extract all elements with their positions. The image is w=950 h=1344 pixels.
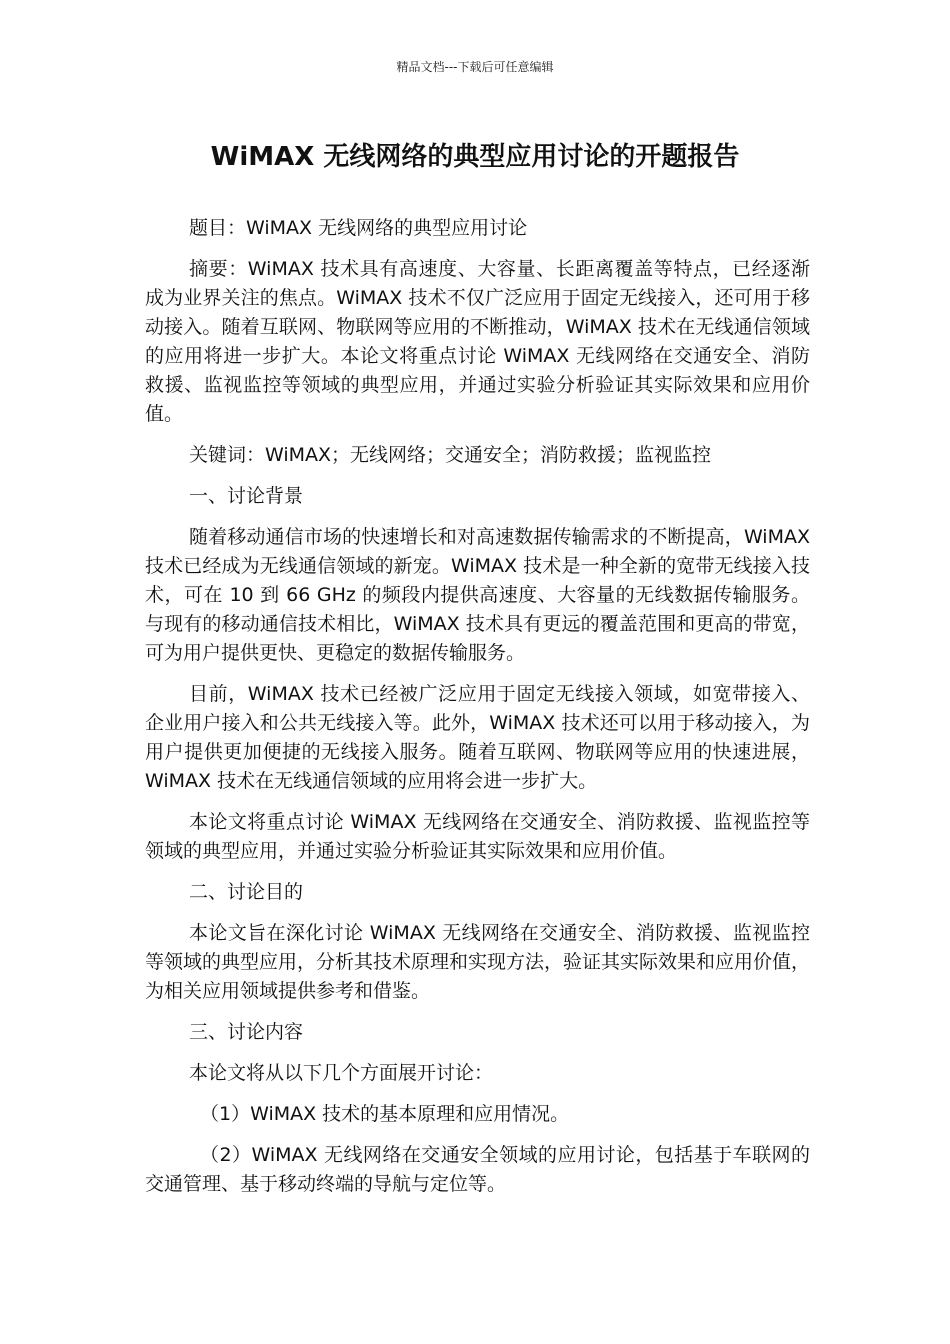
background-paragraph-2: 目前，WiMAX 技术已经被广泛应用于固定无线接入领域，如宽带接入、企业用户接入和公共无线接入等。此外，WiMAX 技术还可以用于移动接入，为用户提供更加便捷的无线接入服务。随着互联网、物联网等应用的快速进展，WiMAX 技术在无线通信领域的应用将会进一步扩大。	[145, 683, 810, 792]
content-intro-paragraph: 本论文将从以下几个方面展开讨论：	[189, 1062, 494, 1084]
page-header: 精品文档---下载后可任意编辑	[396, 60, 554, 74]
content-item-2: （2）WiMAX 无线网络在交通安全领域的应用讨论，包括基于车联网的交通管理、基于移动终端的导航与定位等。	[145, 1144, 810, 1195]
keywords-paragraph: 关键词：WiMAX；无线网络；交通安全；消防救援；监视监控	[189, 444, 712, 466]
content-item-1: （1）WiMAX 技术的基本原理和应用情况。	[200, 1103, 570, 1125]
document-body	[145, 214, 810, 1211]
section-heading-purpose: 二、讨论目的	[189, 881, 304, 903]
section-heading-content: 三、讨论内容	[189, 1021, 304, 1043]
purpose-paragraph: 本论文旨在深化讨论 WiMAX 无线网络在交通安全、消防救援、监视监控等领域的典型应用，分析其技术原理和实现方法，验证其实际效果和应用价值，为相关应用领域提供参考和借鉴。	[145, 922, 811, 1002]
background-paragraph-1: 随着移动通信市场的快速增长和对高速数据传输需求的不断提高，WiMAX 技术已经成为无线通信领域的新宠。WiMAX 技术是一种全新的宽带无线接入技术，可在 10 到 66 GHz 的频段内提供高速度、大容量的无线数据传输服务。与现有的移动通信技术相比，WiMAX 技术具有更远的覆盖范围和更高的带宽，可为用户提供更快、更稳定的数据传输服务。	[145, 526, 810, 664]
section-heading-background: 一、讨论背景	[189, 485, 304, 507]
topic-paragraph: 题目：WiMAX 无线网络的典型应用讨论	[189, 217, 528, 239]
document-title: WiMAX 无线网络的典型应用讨论的开题报告	[210, 142, 740, 172]
abstract-paragraph: 摘要：WiMAX 技术具有高速度、大容量、长距离覆盖等特点，已经逐渐成为业界关注的焦点。WiMAX 技术不仅广泛应用于固定无线接入，还可用于移动接入。随着互联网、物联网等应用的不断推动，WiMAX 技术在无线通信领域的应用将进一步扩大。本论文将重点讨论 WiMAX 无线网络在交通安全、消防救援、监视监控等领域的典型应用，并通过实验分析验证其实际效果和应用价值。	[145, 258, 810, 425]
background-paragraph-3: 本论文将重点讨论 WiMAX 无线网络在交通安全、消防救援、监视监控等领域的典型应用，并通过实验分析验证其实际效果和应用价值。	[145, 811, 810, 862]
